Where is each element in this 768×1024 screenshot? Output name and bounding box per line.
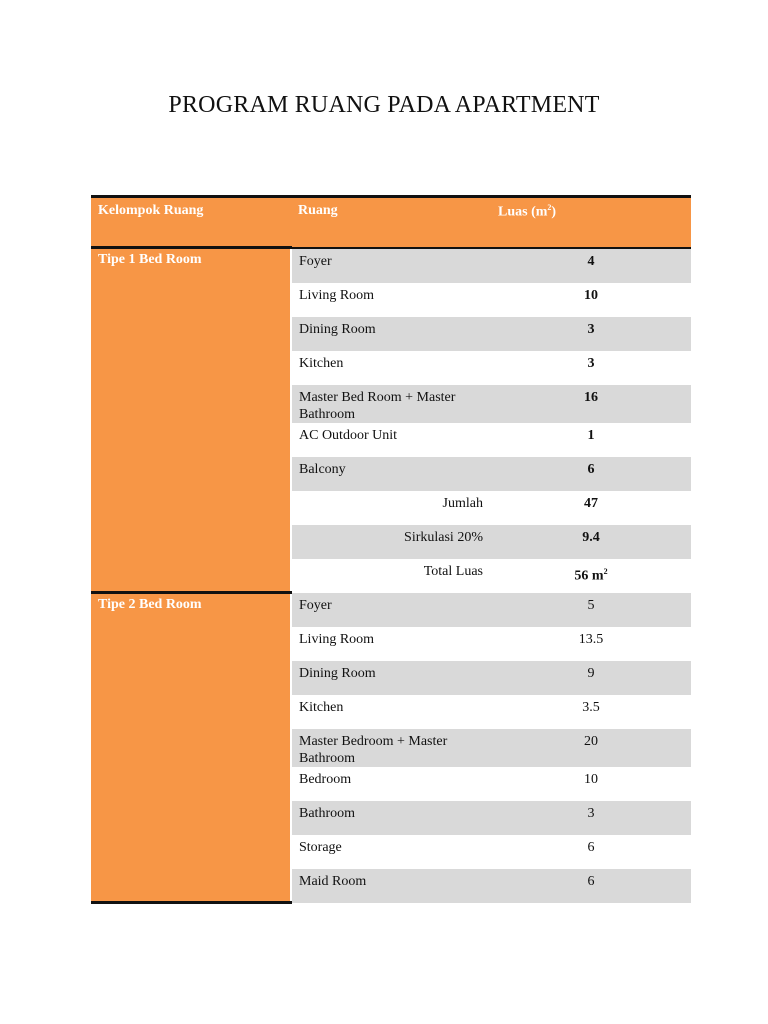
room-area: 3.5 bbox=[582, 699, 600, 715]
table-row bbox=[91, 593, 691, 627]
header-luas-text: Luas (m bbox=[498, 204, 548, 220]
room-name: Foyer bbox=[291, 248, 491, 283]
sirkulasi-value: 9.4 bbox=[491, 525, 691, 559]
room-name: Foyer bbox=[291, 593, 491, 627]
room-name: Kitchen bbox=[299, 699, 344, 715]
room-name: Bathroom bbox=[291, 801, 491, 835]
header-luas-sup: 2 bbox=[547, 203, 552, 212]
page-title: PROGRAM RUANG PADA APARTMENT bbox=[168, 92, 600, 118]
room-area: 3 bbox=[491, 801, 691, 835]
room-name: Balcony bbox=[291, 457, 491, 491]
table-row bbox=[91, 248, 691, 283]
total-luas-value bbox=[491, 559, 691, 593]
room-name: Dining Room bbox=[291, 317, 491, 351]
room-area: 1 bbox=[587, 427, 595, 443]
room-name: Dining Room bbox=[291, 661, 491, 695]
room-program-table bbox=[91, 195, 691, 904]
total-luas-label: Total Luas bbox=[423, 563, 483, 579]
room-name: Master Bedroom + Master Bathroom bbox=[291, 729, 491, 767]
header-luas-close: ) bbox=[551, 204, 557, 220]
group-tipe-2: Tipe 2 Bed Room bbox=[91, 593, 291, 903]
room-area: 20 bbox=[491, 729, 691, 767]
room-area: 6 bbox=[587, 839, 595, 855]
room-area: 6 bbox=[491, 457, 691, 491]
total-luas-number: 56 m bbox=[574, 568, 604, 584]
header-kelompok-ruang: Kelompok Ruang bbox=[91, 197, 291, 248]
room-name: Living Room bbox=[299, 287, 375, 303]
group-tipe-1: Tipe 1 Bed Room bbox=[91, 248, 291, 593]
header-luas bbox=[491, 197, 691, 248]
table-header-row bbox=[91, 197, 691, 248]
room-name: Storage bbox=[299, 839, 342, 855]
room-name: Bedroom bbox=[299, 771, 352, 787]
room-area: 16 bbox=[491, 385, 691, 423]
room-area: 4 bbox=[491, 248, 691, 283]
total-luas-sup: 2 bbox=[603, 566, 608, 576]
jumlah-label: Jumlah bbox=[442, 495, 483, 511]
room-name: AC Outdoor Unit bbox=[299, 427, 397, 443]
room-area: 13.5 bbox=[578, 631, 604, 647]
jumlah-value: 47 bbox=[584, 495, 598, 511]
room-name: Kitchen bbox=[299, 355, 344, 371]
room-name: Living Room bbox=[299, 631, 375, 647]
room-area: 6 bbox=[491, 869, 691, 903]
room-area: 10 bbox=[584, 287, 598, 303]
room-name: Master Bed Room + Master Bathroom bbox=[291, 385, 491, 423]
room-area: 10 bbox=[584, 771, 598, 787]
sirkulasi-label: Sirkulasi 20% bbox=[291, 525, 491, 559]
room-area: 3 bbox=[491, 317, 691, 351]
room-area: 3 bbox=[587, 355, 595, 371]
room-area: 5 bbox=[491, 593, 691, 627]
room-area: 9 bbox=[491, 661, 691, 695]
room-name: Maid Room bbox=[291, 869, 491, 903]
header-ruang: Ruang bbox=[291, 197, 491, 248]
